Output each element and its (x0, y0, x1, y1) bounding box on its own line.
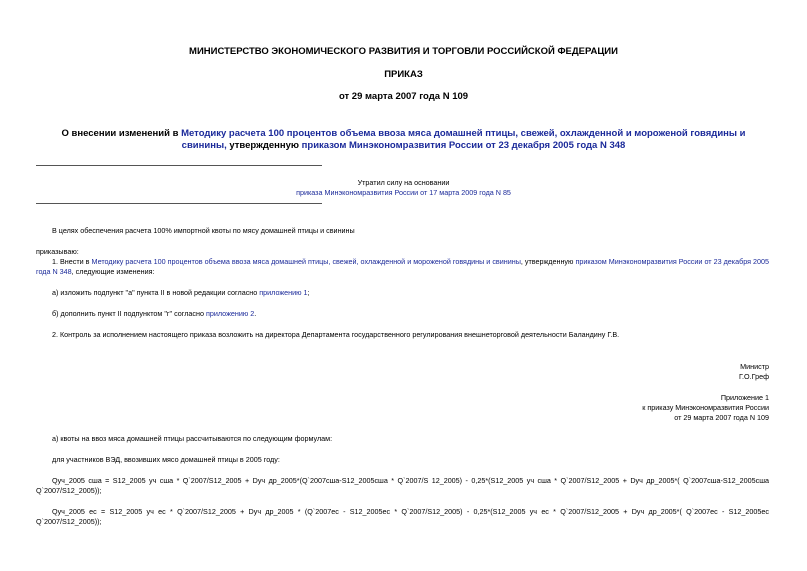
formula-usa: Qуч_2005 сша = S12_2005 уч сша * Q`2007/S12_2005 + Dуч др_2005*(Q`2007сша-S12_2005сша * Q`2007/S 12_2005) - 0,25*(S12_2005 уч сша * Q`2007/S12_2005 + Dуч др_2005*( Q`2007сша-S12_2005сша Q`2007/S12_2005)); (36, 476, 769, 495)
item1-post: , следующие изменения: (71, 267, 155, 276)
formulas-subheading: для участников ВЭД, ввозивших мясо домашней птицы в 2005 году: (52, 455, 280, 464)
item-b-link-appendix-2[interactable]: приложению 2 (205, 309, 255, 318)
title-mid: утвержденную (226, 140, 302, 151)
paragraph-item-1 (36, 257, 769, 277)
signature-role: Министр (740, 362, 769, 371)
appendix-reference: к приказу Минэкономразвития России (642, 403, 769, 412)
doc-type-heading: ПРИКАЗ (384, 69, 423, 80)
paragraph-order: приказываю: (36, 247, 79, 256)
item1-link-order-348[interactable]: приказом Минэкономразвития России от 23 декабря 2005 года N 348 (36, 257, 769, 276)
appendix-title: Приложение 1 (720, 393, 769, 402)
status-line: Утратил силу на основании (357, 178, 450, 187)
title-link-methodology[interactable]: Методику расчета 100 процентов объема ввоза мяса домашней птицы, свежей, охлажденной и мороженой говядины и свинины, (181, 128, 746, 151)
status-link-wrap (36, 188, 771, 198)
paragraph-item-2: 2. Контроль за исполнением настоящего приказа возложить на директора Департамента государственного регулирования внешнеторговой деятельности Баландину Г.В. (52, 330, 620, 339)
item-a-pre: а) изложить подпункт "а" пункта II в новой редакции согласно (52, 288, 260, 297)
item-a-post: ; (307, 288, 310, 297)
paragraph-item-b (36, 309, 769, 319)
divider-top (36, 165, 322, 166)
date-number-heading: от 29 марта 2007 года N 109 (338, 91, 469, 102)
paragraph-purpose: В целях обеспечения расчета 100% импортной квоты по мясу домашней птицы и свинины (52, 226, 355, 235)
status-link-order-85[interactable]: приказа Минэкономразвития России от 17 марта 2009 года N 85 (296, 188, 511, 197)
formulas-intro: а) квоты на ввоз мяса домашней птицы рассчитываются по следующим формулам: (52, 434, 333, 443)
appendix-date: от 29 марта 2007 года N 109 (674, 413, 769, 422)
paragraph-item-a (36, 288, 769, 298)
item1-link-methodology[interactable]: Методику расчета 100 процентов объема ввоза мяса домашней птицы, свежей, охлажденной и мороженой говядины и свинины (91, 257, 521, 266)
item-b-pre: б) дополнить пункт II подпунктом "г" согласно (52, 309, 206, 318)
divider-bottom (36, 203, 322, 204)
title-link-order-348[interactable]: приказом Минэкономразвития России от 23 декабря 2005 года N 348 (301, 140, 626, 151)
formula-eu: Qуч_2005 ес = S12_2005 уч ес * Q`2007/S12_2005 + Dуч др_2005 * (Q`2007ес - S12_2005ес * Q`2007/S12_2005) - 0,25*(S12_2005 уч ес * Q`2007/S12_2005 + Dуч др_2005*( Q`2007ес - S12_2005ес Q`2007/S12_2005)); (36, 507, 769, 526)
item1-pre: 1. Внести в (52, 257, 92, 266)
document-title (40, 128, 767, 152)
item-b-post: . (254, 309, 257, 318)
title-pre: О внесении изменений в (61, 128, 182, 139)
signature-name: Г.О.Греф (739, 372, 769, 381)
item1-mid: , утвержденную (520, 257, 576, 266)
ministry-heading: МИНИСТЕРСТВО ЭКОНОМИЧЕСКОГО РАЗВИТИЯ И ТОРГОВЛИ РОССИЙСКОЙ ФЕДЕРАЦИИ (189, 46, 618, 57)
item-a-link-appendix-1[interactable]: приложению 1 (259, 288, 308, 297)
